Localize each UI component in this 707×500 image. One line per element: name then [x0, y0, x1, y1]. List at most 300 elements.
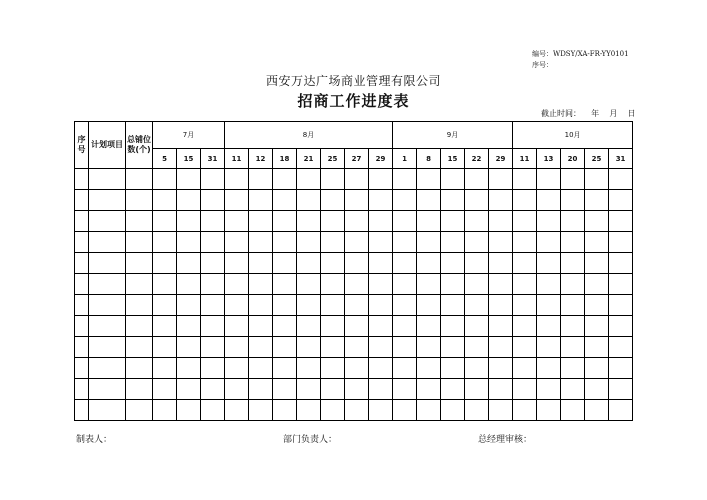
table-cell[interactable] — [345, 190, 369, 211]
table-cell[interactable] — [345, 274, 369, 295]
table-cell[interactable] — [537, 337, 561, 358]
table-cell[interactable] — [225, 358, 249, 379]
table-cell[interactable] — [273, 379, 297, 400]
table-cell[interactable] — [249, 211, 273, 232]
table-cell[interactable] — [537, 253, 561, 274]
table-cell[interactable] — [201, 232, 225, 253]
table-cell[interactable] — [225, 274, 249, 295]
table-cell[interactable] — [465, 379, 489, 400]
table-cell[interactable] — [75, 379, 89, 400]
table-cell[interactable] — [321, 274, 345, 295]
table-row — [75, 274, 633, 295]
table-cell[interactable] — [177, 295, 201, 316]
table-row — [75, 295, 633, 316]
table-cell[interactable] — [609, 358, 633, 379]
table-cell[interactable] — [225, 169, 249, 190]
table-cell[interactable] — [153, 232, 177, 253]
table-cell[interactable] — [75, 169, 89, 190]
table-cell[interactable] — [561, 316, 585, 337]
table-cell[interactable] — [321, 295, 345, 316]
table-cell[interactable] — [513, 295, 537, 316]
table-cell[interactable] — [537, 232, 561, 253]
table-cell[interactable] — [561, 358, 585, 379]
table-cell[interactable] — [585, 274, 609, 295]
table-cell[interactable] — [89, 169, 126, 190]
table-cell[interactable] — [537, 190, 561, 211]
table-cell[interactable] — [75, 190, 89, 211]
table-cell[interactable] — [89, 295, 126, 316]
table-cell[interactable] — [369, 400, 393, 421]
table-cell[interactable] — [177, 379, 201, 400]
table-cell[interactable] — [369, 211, 393, 232]
table-cell[interactable] — [609, 211, 633, 232]
day-header: 15 — [441, 149, 465, 169]
table-cell[interactable] — [537, 274, 561, 295]
table-cell[interactable] — [225, 253, 249, 274]
table-cell[interactable] — [321, 211, 345, 232]
table-cell[interactable] — [393, 295, 417, 316]
table-cell[interactable] — [585, 400, 609, 421]
table-cell[interactable] — [441, 295, 465, 316]
table-cell[interactable] — [393, 253, 417, 274]
table-cell[interactable] — [201, 316, 225, 337]
table-cell[interactable] — [273, 253, 297, 274]
table-cell[interactable] — [465, 232, 489, 253]
table-cell[interactable] — [177, 232, 201, 253]
table-cell[interactable] — [537, 295, 561, 316]
table-cell[interactable] — [369, 358, 393, 379]
table-cell[interactable] — [153, 295, 177, 316]
table-row — [75, 358, 633, 379]
table-cell[interactable] — [201, 400, 225, 421]
table-cell[interactable] — [609, 379, 633, 400]
table-cell[interactable] — [126, 295, 153, 316]
table-cell[interactable] — [249, 274, 273, 295]
table-cell[interactable] — [89, 274, 126, 295]
table-cell[interactable] — [417, 337, 441, 358]
table-cell[interactable] — [489, 211, 513, 232]
table-cell[interactable] — [393, 316, 417, 337]
table-cell[interactable] — [225, 316, 249, 337]
table-cell[interactable] — [393, 358, 417, 379]
table-cell[interactable] — [126, 190, 153, 211]
table-cell[interactable] — [249, 358, 273, 379]
table-cell[interactable] — [249, 253, 273, 274]
table-cell[interactable] — [345, 232, 369, 253]
table-cell[interactable] — [417, 274, 441, 295]
table-cell[interactable] — [321, 358, 345, 379]
table-cell[interactable] — [609, 169, 633, 190]
table-cell[interactable] — [417, 190, 441, 211]
table-cell[interactable] — [89, 337, 126, 358]
table-cell[interactable] — [273, 337, 297, 358]
table-cell[interactable] — [561, 211, 585, 232]
table-cell[interactable] — [177, 316, 201, 337]
table-cell[interactable] — [609, 274, 633, 295]
table-cell[interactable] — [585, 379, 609, 400]
table-cell[interactable] — [465, 253, 489, 274]
table-cell[interactable] — [417, 358, 441, 379]
table-cell[interactable] — [345, 379, 369, 400]
table-cell[interactable] — [126, 211, 153, 232]
table-cell[interactable] — [513, 358, 537, 379]
table-cell[interactable] — [75, 274, 89, 295]
table-cell[interactable] — [489, 169, 513, 190]
table-cell[interactable] — [417, 232, 441, 253]
table-cell[interactable] — [201, 379, 225, 400]
table-cell[interactable] — [153, 253, 177, 274]
table-cell[interactable] — [153, 190, 177, 211]
table-cell[interactable] — [177, 274, 201, 295]
table-cell[interactable] — [561, 337, 585, 358]
table-cell[interactable] — [249, 190, 273, 211]
table-cell[interactable] — [126, 358, 153, 379]
table-cell[interactable] — [89, 232, 126, 253]
table-cell[interactable] — [126, 253, 153, 274]
table-cell[interactable] — [537, 379, 561, 400]
table-cell[interactable] — [225, 232, 249, 253]
table-cell[interactable] — [201, 337, 225, 358]
table-cell[interactable] — [225, 295, 249, 316]
table-cell[interactable] — [465, 274, 489, 295]
table-cell[interactable] — [321, 190, 345, 211]
table-row — [75, 169, 633, 190]
table-cell[interactable] — [441, 274, 465, 295]
table-cell[interactable] — [249, 337, 273, 358]
table-cell[interactable] — [297, 379, 321, 400]
table-cell[interactable] — [513, 169, 537, 190]
table-cell[interactable] — [489, 400, 513, 421]
table-cell[interactable] — [249, 232, 273, 253]
table-cell[interactable] — [225, 379, 249, 400]
table-cell[interactable] — [465, 316, 489, 337]
table-cell[interactable] — [489, 253, 513, 274]
table-cell[interactable] — [561, 253, 585, 274]
table-cell[interactable] — [321, 253, 345, 274]
table-cell[interactable] — [585, 253, 609, 274]
table-cell[interactable] — [89, 379, 126, 400]
table-cell[interactable] — [513, 190, 537, 211]
day-header: 29 — [369, 149, 393, 169]
table-cell[interactable] — [441, 253, 465, 274]
table-cell[interactable] — [177, 358, 201, 379]
table-cell[interactable] — [75, 232, 89, 253]
table-cell[interactable] — [393, 337, 417, 358]
table-cell[interactable] — [297, 211, 321, 232]
table-cell[interactable] — [609, 337, 633, 358]
table-cell[interactable] — [321, 169, 345, 190]
table-cell[interactable] — [369, 169, 393, 190]
table-cell[interactable] — [153, 400, 177, 421]
table-cell[interactable] — [225, 190, 249, 211]
table-cell[interactable] — [273, 358, 297, 379]
table-cell[interactable] — [297, 358, 321, 379]
table-cell[interactable] — [441, 211, 465, 232]
table-cell[interactable] — [249, 295, 273, 316]
table-cell[interactable] — [489, 232, 513, 253]
table-cell[interactable] — [321, 337, 345, 358]
table-cell[interactable] — [489, 316, 513, 337]
table-cell[interactable] — [513, 337, 537, 358]
table-cell[interactable] — [273, 295, 297, 316]
table-cell[interactable] — [441, 337, 465, 358]
table-cell[interactable] — [201, 274, 225, 295]
table-cell[interactable] — [441, 400, 465, 421]
day-header: 29 — [489, 149, 513, 169]
page-title: 招商工作进度表 — [297, 92, 410, 110]
table-cell[interactable] — [89, 253, 126, 274]
table-cell[interactable] — [585, 358, 609, 379]
table-cell[interactable] — [273, 169, 297, 190]
progress-table — [74, 121, 633, 421]
table-cell[interactable] — [345, 316, 369, 337]
table-cell[interactable] — [153, 274, 177, 295]
table-cell[interactable] — [201, 253, 225, 274]
table-row — [75, 337, 633, 358]
table-cell[interactable] — [585, 190, 609, 211]
table-cell[interactable] — [297, 190, 321, 211]
table-cell[interactable] — [297, 232, 321, 253]
table-cell[interactable] — [249, 169, 273, 190]
table-cell[interactable] — [153, 337, 177, 358]
table-cell[interactable] — [177, 211, 201, 232]
table-cell[interactable] — [441, 169, 465, 190]
table-cell[interactable] — [585, 169, 609, 190]
table-cell[interactable] — [273, 274, 297, 295]
table-cell[interactable] — [153, 169, 177, 190]
table-cell[interactable] — [321, 232, 345, 253]
table-cell[interactable] — [249, 316, 273, 337]
table-cell[interactable] — [201, 295, 225, 316]
table-cell[interactable] — [489, 274, 513, 295]
table-cell[interactable] — [297, 316, 321, 337]
table-cell[interactable] — [177, 190, 201, 211]
table-cell[interactable] — [75, 253, 89, 274]
table-cell[interactable] — [273, 190, 297, 211]
table-cell[interactable] — [345, 400, 369, 421]
table-cell[interactable] — [89, 211, 126, 232]
table-cell[interactable] — [585, 337, 609, 358]
day-header: 12 — [249, 149, 273, 169]
table-cell[interactable] — [513, 316, 537, 337]
table-cell[interactable] — [417, 253, 441, 274]
table-cell[interactable] — [321, 316, 345, 337]
table-cell[interactable] — [585, 232, 609, 253]
table-cell[interactable] — [513, 379, 537, 400]
table-cell[interactable] — [393, 211, 417, 232]
table-cell[interactable] — [201, 190, 225, 211]
table-cell[interactable] — [369, 232, 393, 253]
day-header: 15 — [177, 149, 201, 169]
table-cell[interactable] — [465, 358, 489, 379]
table-cell[interactable] — [153, 316, 177, 337]
table-cell[interactable] — [273, 211, 297, 232]
table-row — [75, 190, 633, 211]
table-cell[interactable] — [369, 295, 393, 316]
table-cell[interactable] — [201, 169, 225, 190]
table-cell[interactable] — [369, 253, 393, 274]
table-row — [75, 379, 633, 400]
table-cell[interactable] — [345, 295, 369, 316]
table-cell[interactable] — [249, 400, 273, 421]
day-header: 25 — [585, 149, 609, 169]
table-cell[interactable] — [585, 316, 609, 337]
table-cell[interactable] — [465, 211, 489, 232]
table-cell[interactable] — [609, 253, 633, 274]
table-cell[interactable] — [393, 190, 417, 211]
table-cell[interactable] — [393, 274, 417, 295]
table-cell[interactable] — [89, 316, 126, 337]
table-cell[interactable] — [465, 337, 489, 358]
table-cell[interactable] — [369, 379, 393, 400]
table-cell[interactable] — [513, 253, 537, 274]
table-cell[interactable] — [75, 400, 89, 421]
table-cell[interactable] — [489, 358, 513, 379]
table-cell[interactable] — [537, 169, 561, 190]
table-cell[interactable] — [369, 274, 393, 295]
table-cell[interactable] — [126, 274, 153, 295]
table-cell[interactable] — [297, 274, 321, 295]
table-cell[interactable] — [441, 232, 465, 253]
table-cell[interactable] — [297, 253, 321, 274]
month-header: 9月 — [393, 122, 513, 149]
table-cell[interactable] — [75, 211, 89, 232]
table-cell[interactable] — [321, 379, 345, 400]
day-header: 11 — [225, 149, 249, 169]
table-cell[interactable] — [75, 295, 89, 316]
table-cell[interactable] — [345, 337, 369, 358]
table-cell[interactable] — [126, 169, 153, 190]
table-cell[interactable] — [201, 211, 225, 232]
document-number: 编号：WDSY/XA-FR-YY0101 — [532, 50, 629, 58]
table-cell[interactable] — [489, 190, 513, 211]
table-cell[interactable] — [273, 316, 297, 337]
table-cell[interactable] — [561, 379, 585, 400]
document-code-block — [532, 49, 629, 71]
table-cell[interactable] — [513, 274, 537, 295]
table-cell[interactable] — [585, 295, 609, 316]
table-cell[interactable] — [297, 400, 321, 421]
table-cell[interactable] — [441, 358, 465, 379]
table-cell[interactable] — [75, 316, 89, 337]
table-cell[interactable] — [89, 400, 126, 421]
table-cell[interactable] — [561, 169, 585, 190]
table-cell[interactable] — [297, 169, 321, 190]
table-cell[interactable] — [561, 274, 585, 295]
table-cell[interactable] — [273, 400, 297, 421]
table-cell[interactable] — [441, 379, 465, 400]
table-cell[interactable] — [489, 295, 513, 316]
table-cell[interactable] — [126, 400, 153, 421]
table-cell[interactable] — [126, 379, 153, 400]
table-cell[interactable] — [177, 169, 201, 190]
table-cell[interactable] — [273, 232, 297, 253]
table-cell[interactable] — [513, 211, 537, 232]
table-cell[interactable] — [465, 295, 489, 316]
table-cell[interactable] — [153, 211, 177, 232]
table-cell[interactable] — [561, 400, 585, 421]
table-cell[interactable] — [201, 358, 225, 379]
table-cell[interactable] — [465, 169, 489, 190]
table-cell[interactable] — [537, 358, 561, 379]
table-cell[interactable] — [609, 232, 633, 253]
table-cell[interactable] — [537, 211, 561, 232]
table-cell[interactable] — [177, 337, 201, 358]
table-cell[interactable] — [489, 379, 513, 400]
table-cell[interactable] — [126, 232, 153, 253]
table-cell[interactable] — [153, 379, 177, 400]
day-header: 27 — [345, 149, 369, 169]
table-cell[interactable] — [153, 358, 177, 379]
table-cell[interactable] — [225, 337, 249, 358]
table-cell[interactable] — [75, 358, 89, 379]
table-cell[interactable] — [537, 400, 561, 421]
table-cell[interactable] — [345, 253, 369, 274]
table-cell[interactable] — [297, 337, 321, 358]
table-cell[interactable] — [609, 316, 633, 337]
table-cell[interactable] — [489, 337, 513, 358]
table-cell[interactable] — [393, 379, 417, 400]
table-cell[interactable] — [417, 379, 441, 400]
table-cell[interactable] — [393, 169, 417, 190]
table-cell[interactable] — [417, 169, 441, 190]
table-cell[interactable] — [345, 169, 369, 190]
day-header: 25 — [321, 149, 345, 169]
day-header: 20 — [561, 149, 585, 169]
company-name: 西安万达广场商业管理有限公司 — [265, 74, 441, 88]
table-cell[interactable] — [126, 316, 153, 337]
table-cell[interactable] — [465, 190, 489, 211]
table-cell[interactable] — [513, 400, 537, 421]
table-cell[interactable] — [561, 295, 585, 316]
table-cell[interactable] — [225, 400, 249, 421]
table-cell[interactable] — [89, 190, 126, 211]
table-cell[interactable] — [89, 358, 126, 379]
table-cell[interactable] — [561, 232, 585, 253]
table-cell[interactable] — [249, 379, 273, 400]
table-cell[interactable] — [369, 337, 393, 358]
footer-gm-review-label: 总经理审核： — [478, 435, 533, 445]
table-cell[interactable] — [417, 400, 441, 421]
table-cell[interactable] — [225, 211, 249, 232]
table-cell[interactable] — [585, 211, 609, 232]
table-cell[interactable] — [75, 337, 89, 358]
table-cell[interactable] — [369, 190, 393, 211]
table-cell[interactable] — [393, 232, 417, 253]
table-cell[interactable] — [321, 400, 345, 421]
table-cell[interactable] — [561, 190, 585, 211]
table-cell[interactable] — [537, 316, 561, 337]
table-cell[interactable] — [513, 232, 537, 253]
table-cell[interactable] — [177, 253, 201, 274]
table-cell[interactable] — [609, 400, 633, 421]
table-cell[interactable] — [441, 316, 465, 337]
table-cell[interactable] — [417, 211, 441, 232]
table-cell[interactable] — [417, 295, 441, 316]
table-cell[interactable] — [297, 295, 321, 316]
table-cell[interactable] — [609, 190, 633, 211]
table-cell[interactable] — [609, 295, 633, 316]
table-cell[interactable] — [345, 211, 369, 232]
table-cell[interactable] — [465, 400, 489, 421]
table-cell[interactable] — [417, 316, 441, 337]
table-cell[interactable] — [177, 400, 201, 421]
table-cell[interactable] — [345, 358, 369, 379]
table-cell[interactable] — [441, 190, 465, 211]
table-cell[interactable] — [369, 316, 393, 337]
table-cell[interactable] — [393, 400, 417, 421]
table-cell[interactable] — [126, 337, 153, 358]
